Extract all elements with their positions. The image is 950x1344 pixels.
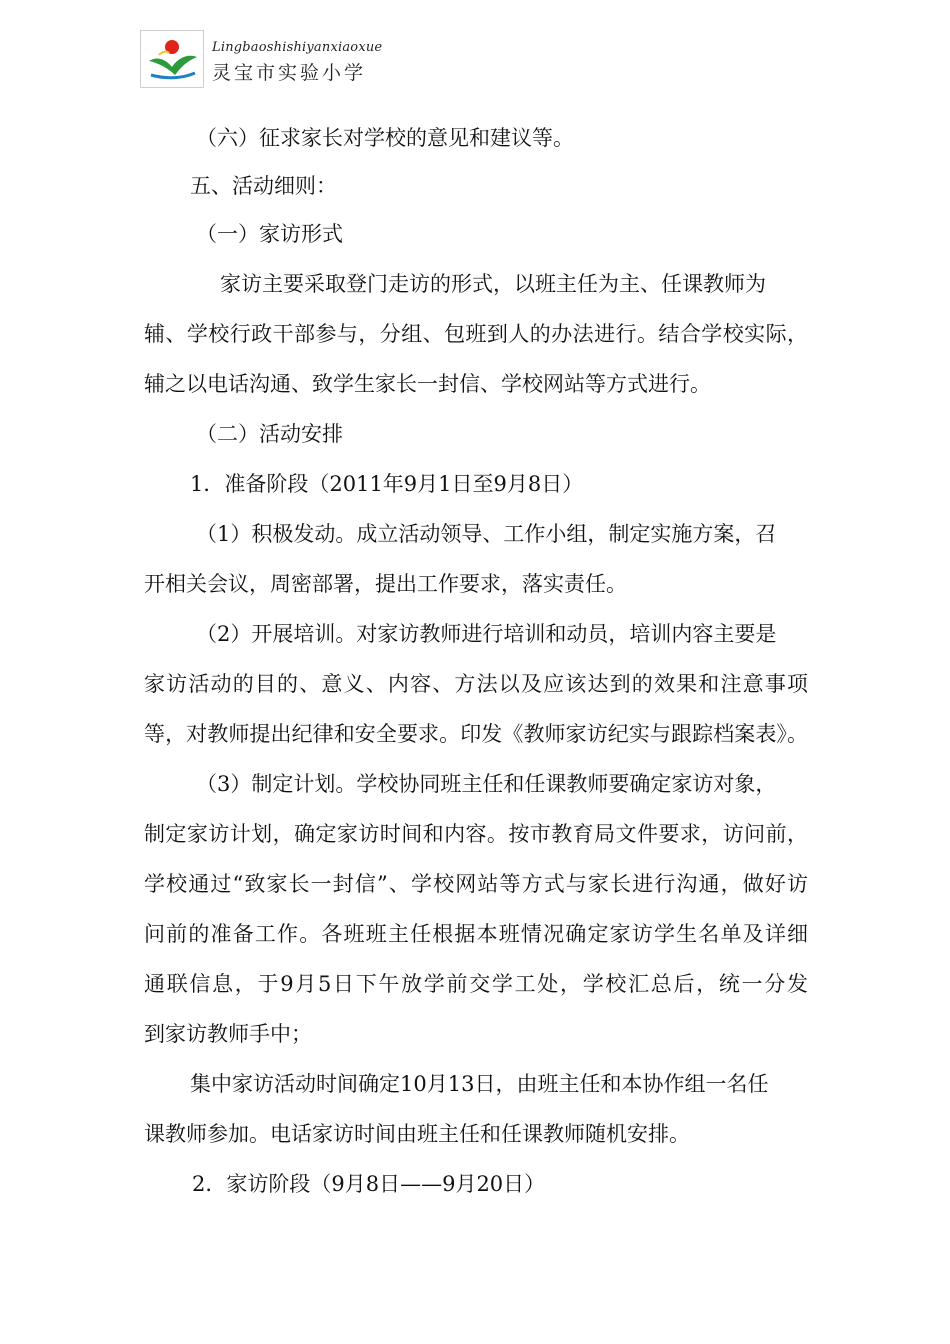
paragraph-line: 家访活动的目的、意义、内容、方法以及应该达到的效果和注意事项 bbox=[144, 672, 808, 696]
school-logo-icon bbox=[141, 31, 203, 87]
logo-wing-icon bbox=[149, 56, 197, 75]
paragraph-line: 课教师参加。电话家访时间由班主任和任课教师随机安排。 bbox=[144, 1122, 690, 1146]
paragraph-line: （1）积极发动。成立活动领导、工作小组，制定实施方案，召 bbox=[196, 522, 777, 546]
subsection-two-heading: （二）活动安排 bbox=[196, 422, 343, 446]
logo-accent-icon bbox=[159, 52, 169, 55]
paragraph-line: （2）开展培训。对家访教师进行培训和动员，培训内容主要是 bbox=[196, 622, 777, 646]
paragraph-line: 等，对教师提出纪律和安全要求。印发《教师家访纪实与跟踪档案表》。 bbox=[144, 722, 808, 746]
item-six-line: （六）征求家长对学校的意见和建议等。 bbox=[196, 126, 574, 150]
paragraph-line: 辅、学校行政干部参与，分组、包班到人的办法进行。结合学校实际， bbox=[144, 322, 808, 346]
logo-wave-icon bbox=[151, 73, 195, 78]
document-header bbox=[140, 30, 440, 90]
subsection-one-heading: （一）家访形式 bbox=[196, 222, 343, 246]
school-name: 灵宝市实验小学 bbox=[212, 62, 367, 84]
school-logo bbox=[140, 30, 204, 88]
paragraph-line: 通联信息，于9月5日下午放学前交学工处，学校汇总后，统一分发 bbox=[144, 972, 808, 996]
paragraph-line: 问前的准备工作。各班班主任根据本班情况确定家访学生名单及详细 bbox=[144, 922, 808, 946]
paragraph-line: 辅之以电话沟通、致学生家长一封信、学校网站等方式进行。 bbox=[144, 372, 711, 396]
paragraph-line: 开相关会议，周密部署，提出工作要求，落实责任。 bbox=[144, 572, 627, 596]
section-five-heading: 五、活动细则： bbox=[190, 174, 337, 198]
paragraph-line: （3）制定计划。学校协同班主任和任课教师要确定家访对象， bbox=[196, 772, 777, 796]
stage-two-heading: 2．家访阶段（9月8日——9月20日） bbox=[192, 1172, 546, 1196]
paragraph-line: 集中家访活动时间确定10月13日，由班主任和本协作组一名任 bbox=[190, 1072, 769, 1096]
school-name-pinyin: Lingbaoshishiyanxiaoxue bbox=[212, 40, 383, 55]
paragraph-line: 到家访教师手中； bbox=[144, 1022, 312, 1046]
paragraph-line: 制定家访计划，确定家访时间和内容。按市教育局文件要求，访问前， bbox=[144, 822, 808, 846]
paragraph-line: 学校通过“致家长一封信”、学校网站等方式与家长进行沟通，做好访 bbox=[144, 872, 808, 896]
paragraph-line: 家访主要采取登门走访的形式，以班主任为主、任课教师为 bbox=[220, 272, 766, 296]
stage-one-heading: 1．准备阶段（2011年9月1日至9月8日） bbox=[190, 472, 584, 496]
